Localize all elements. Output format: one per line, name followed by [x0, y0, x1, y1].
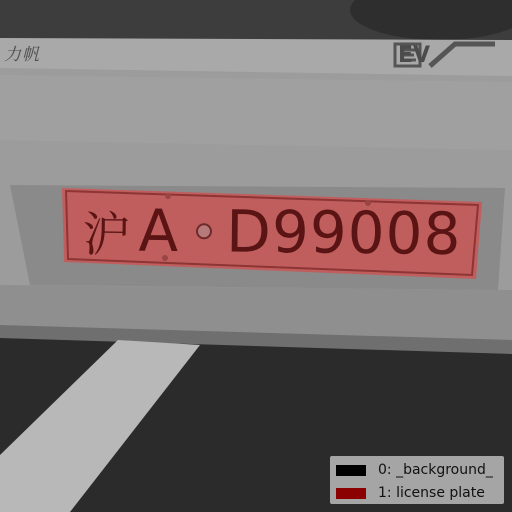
- plate-letter: A: [138, 196, 181, 266]
- legend-label-background: 0: _background_: [378, 462, 493, 478]
- license-plate-characters: [64, 188, 481, 276]
- plate-number: D99008: [225, 197, 462, 268]
- legend-label-license-plate: 1: license plate: [378, 485, 485, 501]
- segmentation-legend: [330, 456, 504, 504]
- car-badge-right: EV: [398, 43, 431, 68]
- bumper-highlight: [0, 75, 512, 150]
- legend-item-background: [330, 459, 504, 481]
- plate-province: 沪: [82, 206, 133, 264]
- legend-swatch-license-plate: [336, 488, 366, 499]
- plate-rivet-icon: [196, 223, 212, 239]
- legend-item-license-plate: [330, 482, 504, 504]
- legend-swatch-background: [336, 465, 366, 476]
- car-badge-left: 力帆: [4, 45, 40, 65]
